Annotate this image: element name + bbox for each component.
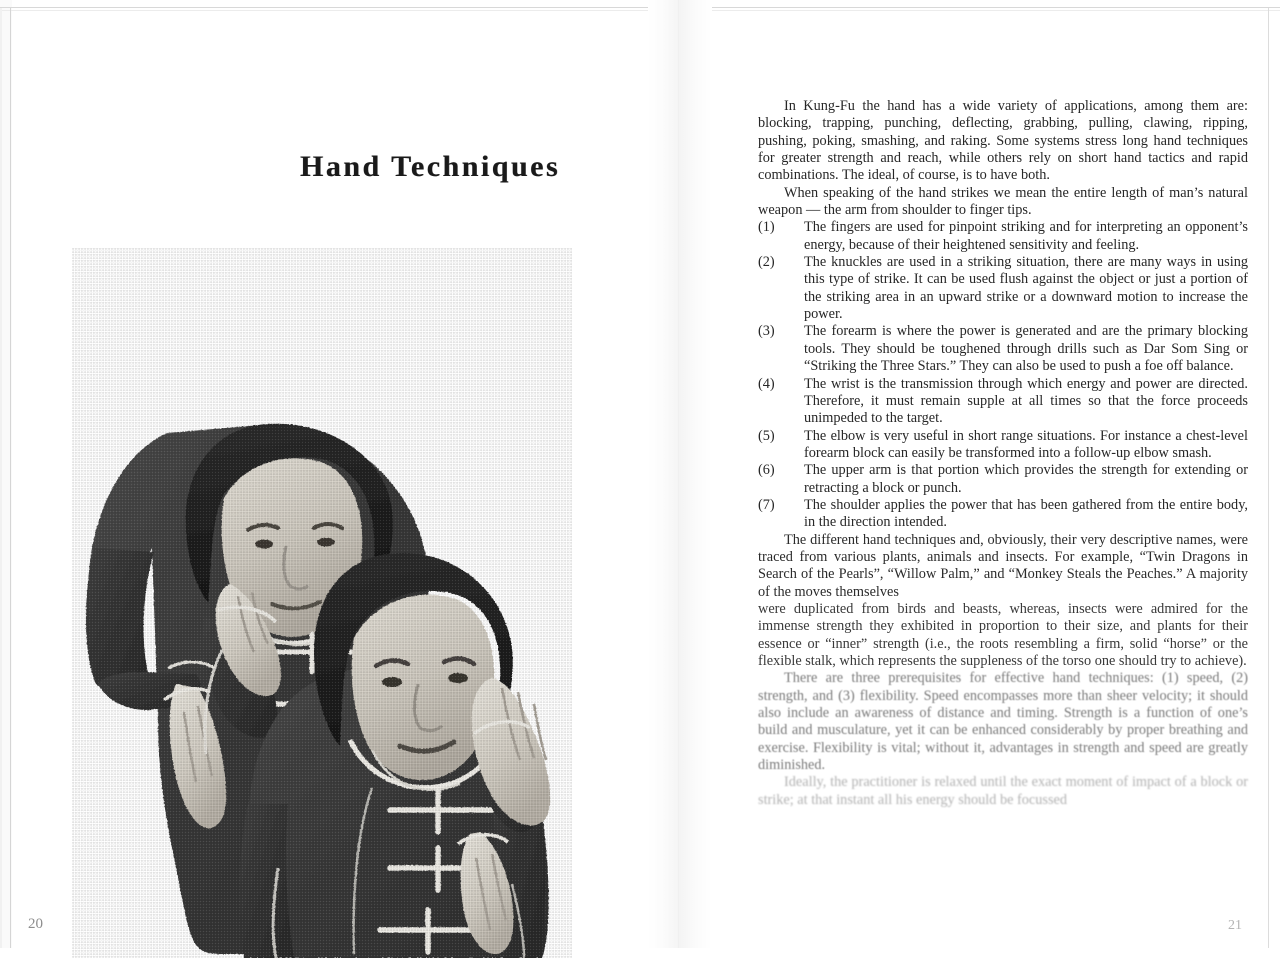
scan-edge-line-left [10, 8, 11, 948]
list-item-marker: (7) [758, 496, 775, 513]
list-item [758, 428, 1248, 463]
list-item [758, 497, 1248, 532]
list-item [758, 462, 1248, 497]
hand-parts-numbered-list [758, 219, 1248, 531]
right-page [758, 98, 1248, 809]
list-item-text: The wrist is the transmission through which energy and power are directed. Therefore, it must remain supple at all times so that the force proceeds unimpeded to the target. [804, 375, 1248, 427]
list-item-text: The fingers are used for pinpoint striking and for interpreting an opponent’s energy, because of their heightened sensitivity and feeling. [804, 219, 1248, 253]
body-paragraph-4: were duplicated from birds and beasts, whereas, insects were admired for the immense strength they exhibited in proportion to their size, and plants for their essence or “inner” strength (i.e., the roots resembling a firm, solid “horse” or the flexible stalk, which represents the suppleness of the torso one should try to achieve). [758, 600, 1248, 669]
list-item-marker: (5) [758, 427, 775, 444]
list-item-text: The knuckles are used in a striking situation, there are many ways in using this type of strike. It can be used flush against the object or just a portion of the striking area in an upward strike or a downward motion to increase the power. [804, 254, 1248, 323]
list-item-marker: (3) [758, 323, 775, 340]
left-page [12, 10, 648, 946]
list-item [758, 219, 1248, 254]
list-item-marker: (4) [758, 375, 775, 392]
body-paragraph-6: Ideally, the practitioner is relaxed until the exact moment of impact of a block or strike; at that instant all his energy should be focussed [758, 774, 1248, 808]
list-item [758, 376, 1248, 428]
book-gutter-center-line [678, 0, 679, 948]
list-item [758, 254, 1248, 323]
list-item-text: The shoulder applies the power that has been gathered from the entire body, in the direction intended. [804, 496, 1248, 531]
list-item-text: The upper arm is that portion which provides the strength for extending or retracting a block or punch. [804, 462, 1248, 496]
scan-edge-line-top [0, 7, 1280, 8]
book-gutter [648, 0, 712, 948]
list-item-marker: (1) [758, 219, 775, 236]
body-paragraph-5: There are three prerequisites for effective hand techniques: (1) speed, (2) strength, and (3) flexibility. Speed encompasses more than sheer velocity; it should also include an awareness of distance and timing. Strength is a function of one’s build and musculature, yet it can be enhanced considerably by proper breathing and exercise. Flexibility is vital; without it, advantages in strength and speed are greatly diminished. [758, 670, 1248, 774]
list-item [758, 323, 1248, 375]
list-item-text: The elbow is very useful in short range situations. For instance a chest-level forearm block can easily be transformed into a follow-up elbow smash. [804, 427, 1248, 461]
folio-left: 20 [28, 916, 43, 932]
list-item-marker: (6) [758, 462, 775, 479]
figure-photo-two-practitioners [72, 248, 572, 958]
folio-right: 21 [1228, 918, 1242, 933]
page-title-text: Hand Techniques [300, 150, 561, 183]
body-paragraph-1: In Kung-Fu the hand has a wide variety of applications, among them are: blocking, trapping, punching, deflecting, grabbing, pulling, clawing, ripping, pushing, poking, smashing, and raking. Some systems stress long hand techniques for greater strength and reach, while others rely on short hand tactics and rapid combinations. The ideal, of course, is to have both. [758, 98, 1248, 184]
body-paragraph-2: When speaking of the hand strikes we mean the entire length of man’s natural weapon — the arm from shoulder to finger tips. [758, 184, 1248, 219]
scan-edge-line-left-secondary [0, 8, 2, 948]
list-item-text: The forearm is where the power is generated and are the primary blocking tools. They should be toughened through drills such as Dar Som Sing or “Striking the Three Stars.” They can also be used to push a foe off balance. [804, 323, 1248, 375]
body-paragraph-3: The different hand techniques and, obviously, their very descriptive names, were traced from various plants, animals and insects. For example, “Twin Dragons in Search of the Pearls”, “Willow Palm,” and “Monkey Steals the Peaches.” A majority of the moves themselves [758, 531, 1248, 600]
list-item-marker: (2) [758, 254, 775, 271]
scan-edge-line-right [1268, 8, 1269, 948]
page-title [300, 150, 560, 184]
